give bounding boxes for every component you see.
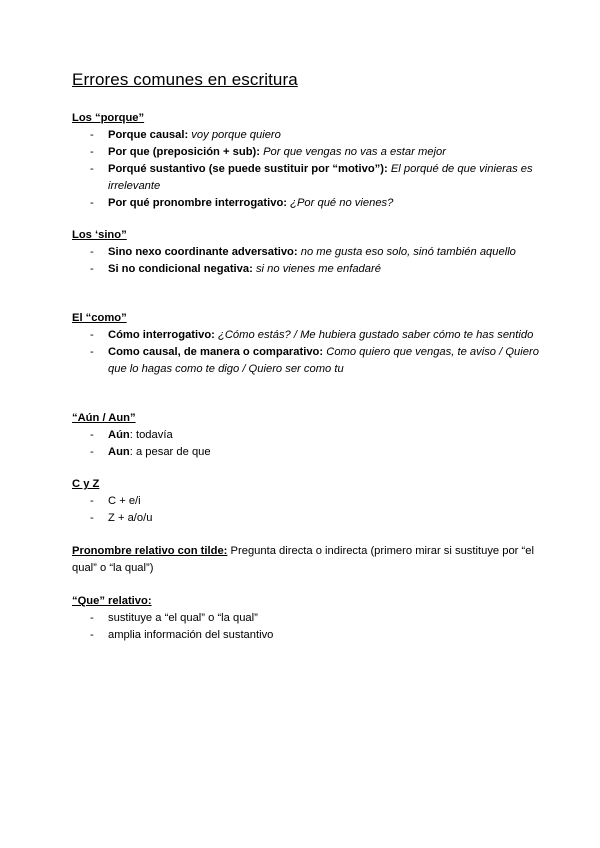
list-item [72, 344, 542, 378]
bullet-dash: - [90, 495, 94, 507]
item-term: Como causal, de manera o comparativo: [108, 346, 324, 358]
item-text: C + e/i [108, 495, 141, 507]
bullet-dash: - [90, 346, 94, 358]
item-term: Porque causal: [108, 129, 189, 141]
item-text: amplia información del sustantivo [108, 629, 274, 641]
list-item [72, 144, 542, 161]
section-aun [72, 410, 542, 461]
section-sino [72, 227, 542, 278]
page-title: Errores comunes en escritura [72, 70, 298, 89]
bullet-list [72, 127, 542, 212]
list-item [72, 161, 542, 195]
paragraph [72, 543, 542, 577]
bullet-list [72, 327, 542, 378]
paragraph-text: Pregunta directa o indirecta (primero mirar si sustituye por “el qual” o “la qual”) [72, 545, 534, 574]
bullet-dash: - [90, 512, 94, 524]
bullet-dash: - [90, 429, 94, 441]
list-item [72, 327, 542, 344]
section-como [72, 310, 542, 378]
section-heading: “Aún / Aun” [72, 412, 136, 424]
item-term: Por que (preposición + sub): [108, 146, 260, 158]
section-que-relativo [72, 593, 542, 644]
item-term: Aún [108, 429, 130, 441]
bullet-dash: - [90, 246, 94, 258]
item-term: Aun [108, 446, 130, 458]
section-heading: Los ‘sino” [72, 229, 127, 241]
item-term: Si no condicional negativa: [108, 263, 253, 275]
bullet-dash: - [90, 163, 94, 175]
list-item [72, 444, 542, 461]
bullet-dash: - [90, 629, 94, 641]
item-example: Como quiero que vengas, te aviso / Quiero que lo hagas como te digo / Quiero ser como tu [108, 346, 539, 375]
list-item [72, 427, 542, 444]
list-item [72, 510, 542, 527]
item-text: sustituye a “el qual” o “la qual” [108, 612, 258, 624]
bullet-dash: - [90, 446, 94, 458]
list-item [72, 493, 542, 510]
bullet-list [72, 427, 542, 461]
list-item [72, 195, 542, 212]
item-text: Z + a/o/u [108, 512, 153, 524]
item-example: si no vienes me enfadaré [252, 263, 381, 275]
section-porque [72, 110, 542, 212]
item-example: voy porque quiero [188, 129, 281, 141]
item-definition: : a pesar de que [129, 446, 211, 458]
list-item [72, 610, 542, 627]
bullet-dash: - [90, 612, 94, 624]
section-heading: C y Z [72, 478, 100, 490]
item-example: Por que vengas no vas a estar mejor [259, 146, 446, 158]
item-example: El porqué de que vinieras es irrelevante [108, 163, 533, 192]
list-item [72, 244, 542, 261]
item-example: no me gusta eso solo, sinó también aquello [297, 246, 516, 258]
section-c-y-z [72, 476, 542, 527]
list-item [72, 127, 542, 144]
bullet-dash: - [90, 329, 94, 341]
bullet-list [72, 493, 542, 527]
bullet-dash: - [90, 197, 94, 209]
section-heading: “Que” relativo: [72, 595, 152, 607]
bullet-dash: - [90, 263, 94, 275]
section-heading: Pronombre relativo con tilde: [72, 545, 228, 557]
item-example: ¿Cómo estás? / Me hubiera gustado saber cómo te has sentido [214, 329, 534, 341]
item-term: Porqué sustantivo (se puede sustituir por “motivo”): [108, 163, 388, 175]
item-term: Por qué pronombre interrogativo: [108, 197, 288, 209]
list-item [72, 627, 542, 644]
section-heading: Los “porque” [72, 112, 145, 124]
bullet-list [72, 244, 542, 278]
list-item [72, 261, 542, 278]
item-term: Cómo interrogativo: [108, 329, 215, 341]
section-heading: El “como” [72, 312, 127, 324]
section-pronombre-relativo [72, 543, 542, 577]
bullet-dash: - [90, 146, 94, 158]
item-definition: : todavía [129, 429, 173, 441]
item-term: Sino nexo coordinante adversativo: [108, 246, 298, 258]
item-example: ¿Por qué no vienes? [287, 197, 394, 209]
bullet-dash: - [90, 129, 94, 141]
bullet-list [72, 610, 542, 644]
